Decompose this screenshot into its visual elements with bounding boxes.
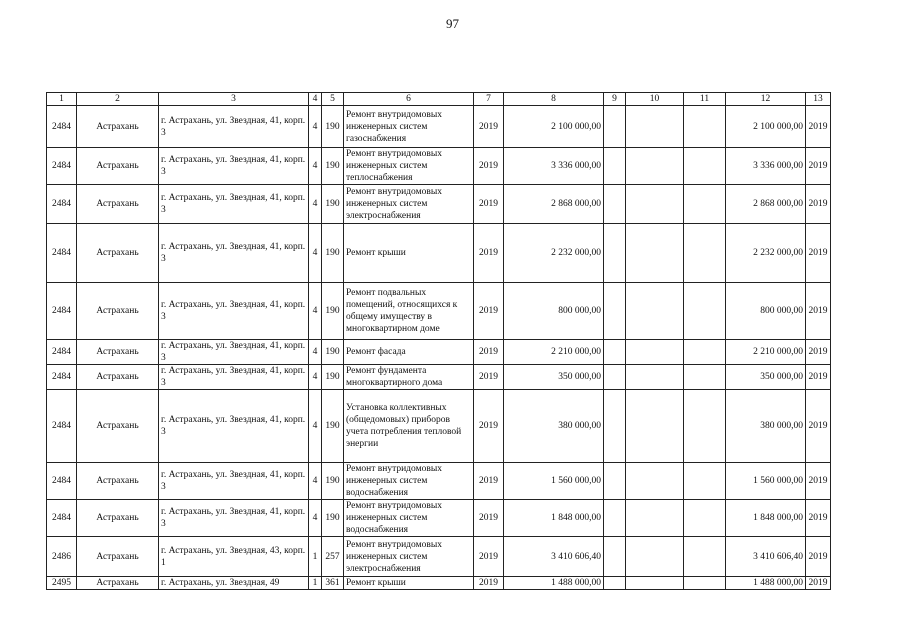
cell-cost-fund: 2 232 000,00 — [726, 224, 806, 283]
cell-municipality: Астрахань — [77, 224, 159, 283]
cell-cost-total: 800 000,00 — [504, 283, 604, 340]
cell-municipality: Астрахань — [77, 106, 159, 148]
cell-address: г. Астрахань, ул. Звездная, 41, корп. 3 — [159, 224, 309, 283]
table-row — [47, 224, 831, 283]
cell-col-9 — [604, 148, 626, 185]
repair-program-table — [46, 92, 831, 590]
cell-cost-total: 2 210 000,00 — [504, 340, 604, 365]
column-header-4: 4 — [309, 93, 322, 106]
cell-cost-fund: 3 336 000,00 — [726, 148, 806, 185]
cell-plan-year: 2019 — [474, 365, 504, 390]
cell-municipality: Астрахань — [77, 283, 159, 340]
cell-building-number: 190 — [322, 185, 344, 224]
cell-cost-fund: 2 210 000,00 — [726, 340, 806, 365]
cell-plan-year: 2019 — [474, 185, 504, 224]
cell-col-10 — [626, 148, 684, 185]
cell-col-10 — [626, 224, 684, 283]
table-row — [47, 577, 831, 590]
cell-municipality: Астрахань — [77, 463, 159, 500]
cell-floors: 4 — [309, 340, 322, 365]
cell-record-id: 2484 — [47, 365, 77, 390]
cell-building-number: 190 — [322, 390, 344, 463]
header-row — [47, 93, 831, 106]
cell-work-type: Ремонт внутридомовых инженерных систем электроснабжения — [344, 537, 474, 577]
cell-work-type: Ремонт крыши — [344, 577, 474, 590]
cell-col-10 — [626, 390, 684, 463]
cell-building-number: 190 — [322, 106, 344, 148]
cell-record-id: 2486 — [47, 537, 77, 577]
cell-col-10 — [626, 500, 684, 537]
cell-cost-total: 1 488 000,00 — [504, 577, 604, 590]
page-number: 97 — [446, 16, 459, 31]
cell-cost-fund: 380 000,00 — [726, 390, 806, 463]
cell-col-10 — [626, 185, 684, 224]
cell-col-11 — [684, 365, 726, 390]
cell-cost-total: 1 560 000,00 — [504, 463, 604, 500]
column-header-6: 6 — [344, 93, 474, 106]
column-header-7: 7 — [474, 93, 504, 106]
table-row — [47, 463, 831, 500]
cell-col-11 — [684, 283, 726, 340]
cell-plan-year: 2019 — [474, 463, 504, 500]
column-header-8: 8 — [504, 93, 604, 106]
cell-col-9 — [604, 340, 626, 365]
cell-cost-total: 3 410 606,40 — [504, 537, 604, 577]
cell-completion-year: 2019 — [806, 283, 831, 340]
cell-col-10 — [626, 365, 684, 390]
cell-work-type: Ремонт внутридомовых инженерных систем электроснабжения — [344, 185, 474, 224]
cell-work-type: Ремонт внутридомовых инженерных систем теплоснабжения — [344, 148, 474, 185]
cell-address: г. Астрахань, ул. Звездная, 41, корп. 3 — [159, 463, 309, 500]
cell-building-number: 190 — [322, 224, 344, 283]
cell-work-type: Ремонт внутридомовых инженерных систем газоснабжения — [344, 106, 474, 148]
cell-building-number: 361 — [322, 577, 344, 590]
cell-address: г. Астрахань, ул. Звездная, 41, корп. 3 — [159, 365, 309, 390]
column-header-11: 11 — [684, 93, 726, 106]
cell-address: г. Астрахань, ул. Звездная, 41, корп. 3 — [159, 390, 309, 463]
cell-cost-fund: 2 100 000,00 — [726, 106, 806, 148]
cell-col-11 — [684, 537, 726, 577]
cell-record-id: 2484 — [47, 340, 77, 365]
cell-building-number: 190 — [322, 283, 344, 340]
cell-address: г. Астрахань, ул. Звездная, 41, корп. 3 — [159, 340, 309, 365]
cell-col-9 — [604, 463, 626, 500]
cell-municipality: Астрахань — [77, 500, 159, 537]
cell-municipality: Астрахань — [77, 185, 159, 224]
cell-col-9 — [604, 500, 626, 537]
cell-municipality: Астрахань — [77, 148, 159, 185]
cell-cost-fund: 800 000,00 — [726, 283, 806, 340]
cell-floors: 1 — [309, 577, 322, 590]
cell-col-11 — [684, 106, 726, 148]
cell-col-9 — [604, 185, 626, 224]
cell-col-11 — [684, 500, 726, 537]
cell-work-type: Ремонт фасада — [344, 340, 474, 365]
cell-cost-total: 1 848 000,00 — [504, 500, 604, 537]
cell-record-id: 2495 — [47, 577, 77, 590]
table-row — [47, 148, 831, 185]
cell-address: г. Астрахань, ул. Звездная, 41, корп. 3 — [159, 106, 309, 148]
cell-col-9 — [604, 390, 626, 463]
cell-cost-total: 3 336 000,00 — [504, 148, 604, 185]
cell-col-11 — [684, 224, 726, 283]
cell-completion-year: 2019 — [806, 500, 831, 537]
cell-floors: 4 — [309, 224, 322, 283]
cell-completion-year: 2019 — [806, 340, 831, 365]
table-row — [47, 365, 831, 390]
cell-cost-total: 2 100 000,00 — [504, 106, 604, 148]
column-header-12: 12 — [726, 93, 806, 106]
table-row — [47, 537, 831, 577]
cell-col-9 — [604, 577, 626, 590]
cell-col-9 — [604, 224, 626, 283]
cell-plan-year: 2019 — [474, 148, 504, 185]
cell-cost-total: 350 000,00 — [504, 365, 604, 390]
cell-record-id: 2484 — [47, 106, 77, 148]
cell-address: г. Астрахань, ул. Звездная, 43, корп. 1 — [159, 537, 309, 577]
cell-col-10 — [626, 283, 684, 340]
table-row — [47, 390, 831, 463]
table-row — [47, 340, 831, 365]
cell-cost-fund: 2 868 000,00 — [726, 185, 806, 224]
cell-address: г. Астрахань, ул. Звездная, 41, корп. 3 — [159, 500, 309, 537]
cell-col-10 — [626, 577, 684, 590]
cell-cost-fund: 1 560 000,00 — [726, 463, 806, 500]
cell-cost-total: 2 232 000,00 — [504, 224, 604, 283]
cell-plan-year: 2019 — [474, 577, 504, 590]
cell-work-type: Ремонт фундамента многоквартирного дома — [344, 365, 474, 390]
cell-municipality: Астрахань — [77, 365, 159, 390]
cell-work-type: Установка коллективных (общедомовых) приборов учета потребления тепловой энергии — [344, 390, 474, 463]
cell-building-number: 190 — [322, 500, 344, 537]
cell-plan-year: 2019 — [474, 390, 504, 463]
cell-col-11 — [684, 185, 726, 224]
cell-col-9 — [604, 537, 626, 577]
column-header-1: 1 — [47, 93, 77, 106]
cell-completion-year: 2019 — [806, 185, 831, 224]
cell-record-id: 2484 — [47, 185, 77, 224]
cell-plan-year: 2019 — [474, 537, 504, 577]
column-header-5: 5 — [322, 93, 344, 106]
cell-plan-year: 2019 — [474, 106, 504, 148]
cell-completion-year: 2019 — [806, 224, 831, 283]
cell-work-type: Ремонт внутридомовых инженерных систем водоснабжения — [344, 463, 474, 500]
cell-address: г. Астрахань, ул. Звездная, 41, корп. 3 — [159, 185, 309, 224]
cell-record-id: 2484 — [47, 500, 77, 537]
cell-floors: 4 — [309, 283, 322, 340]
cell-building-number: 190 — [322, 148, 344, 185]
cell-building-number: 190 — [322, 340, 344, 365]
cell-col-9 — [604, 283, 626, 340]
cell-completion-year: 2019 — [806, 577, 831, 590]
cell-completion-year: 2019 — [806, 106, 831, 148]
column-header-3: 3 — [159, 93, 309, 106]
cell-completion-year: 2019 — [806, 463, 831, 500]
cell-plan-year: 2019 — [474, 500, 504, 537]
cell-record-id: 2484 — [47, 463, 77, 500]
cell-col-10 — [626, 340, 684, 365]
cell-col-10 — [626, 106, 684, 148]
cell-floors: 4 — [309, 463, 322, 500]
cell-col-10 — [626, 463, 684, 500]
cell-floors: 1 — [309, 537, 322, 577]
cell-record-id: 2484 — [47, 390, 77, 463]
cell-col-11 — [684, 463, 726, 500]
cell-floors: 4 — [309, 185, 322, 224]
cell-cost-fund: 1 488 000,00 — [726, 577, 806, 590]
column-header-9: 9 — [604, 93, 626, 106]
cell-work-type: Ремонт внутридомовых инженерных систем водоснабжения — [344, 500, 474, 537]
cell-municipality: Астрахань — [77, 390, 159, 463]
cell-floors: 4 — [309, 390, 322, 463]
cell-floors: 4 — [309, 106, 322, 148]
cell-cost-total: 380 000,00 — [504, 390, 604, 463]
table-row — [47, 283, 831, 340]
cell-building-number: 190 — [322, 365, 344, 390]
cell-record-id: 2484 — [47, 283, 77, 340]
cell-completion-year: 2019 — [806, 390, 831, 463]
cell-completion-year: 2019 — [806, 365, 831, 390]
cell-floors: 4 — [309, 365, 322, 390]
cell-plan-year: 2019 — [474, 283, 504, 340]
column-header-13: 13 — [806, 93, 831, 106]
cell-floors: 4 — [309, 148, 322, 185]
cell-completion-year: 2019 — [806, 148, 831, 185]
cell-municipality: Астрахань — [77, 577, 159, 590]
cell-record-id: 2484 — [47, 148, 77, 185]
table-row — [47, 106, 831, 148]
cell-address: г. Астрахань, ул. Звездная, 49 — [159, 577, 309, 590]
cell-floors: 4 — [309, 500, 322, 537]
cell-building-number: 257 — [322, 537, 344, 577]
cell-col-9 — [604, 365, 626, 390]
cell-col-10 — [626, 537, 684, 577]
cell-col-9 — [604, 106, 626, 148]
cell-plan-year: 2019 — [474, 224, 504, 283]
cell-cost-total: 2 868 000,00 — [504, 185, 604, 224]
cell-record-id: 2484 — [47, 224, 77, 283]
cell-work-type: Ремонт подвальных помещений, относящихся к общему имуществу в многоквартирном доме — [344, 283, 474, 340]
cell-cost-fund: 350 000,00 — [726, 365, 806, 390]
cell-completion-year: 2019 — [806, 537, 831, 577]
cell-col-11 — [684, 148, 726, 185]
column-header-10: 10 — [626, 93, 684, 106]
table-row — [47, 185, 831, 224]
cell-address: г. Астрахань, ул. Звездная, 41, корп. 3 — [159, 283, 309, 340]
cell-cost-fund: 1 848 000,00 — [726, 500, 806, 537]
cell-col-11 — [684, 577, 726, 590]
cell-address: г. Астрахань, ул. Звездная, 41, корп. 3 — [159, 148, 309, 185]
table-row — [47, 500, 831, 537]
cell-col-11 — [684, 390, 726, 463]
cell-municipality: Астрахань — [77, 537, 159, 577]
cell-building-number: 190 — [322, 463, 344, 500]
column-header-2: 2 — [77, 93, 159, 106]
cell-municipality: Астрахань — [77, 340, 159, 365]
cell-plan-year: 2019 — [474, 340, 504, 365]
cell-cost-fund: 3 410 606,40 — [726, 537, 806, 577]
cell-col-11 — [684, 340, 726, 365]
cell-work-type: Ремонт крыши — [344, 224, 474, 283]
